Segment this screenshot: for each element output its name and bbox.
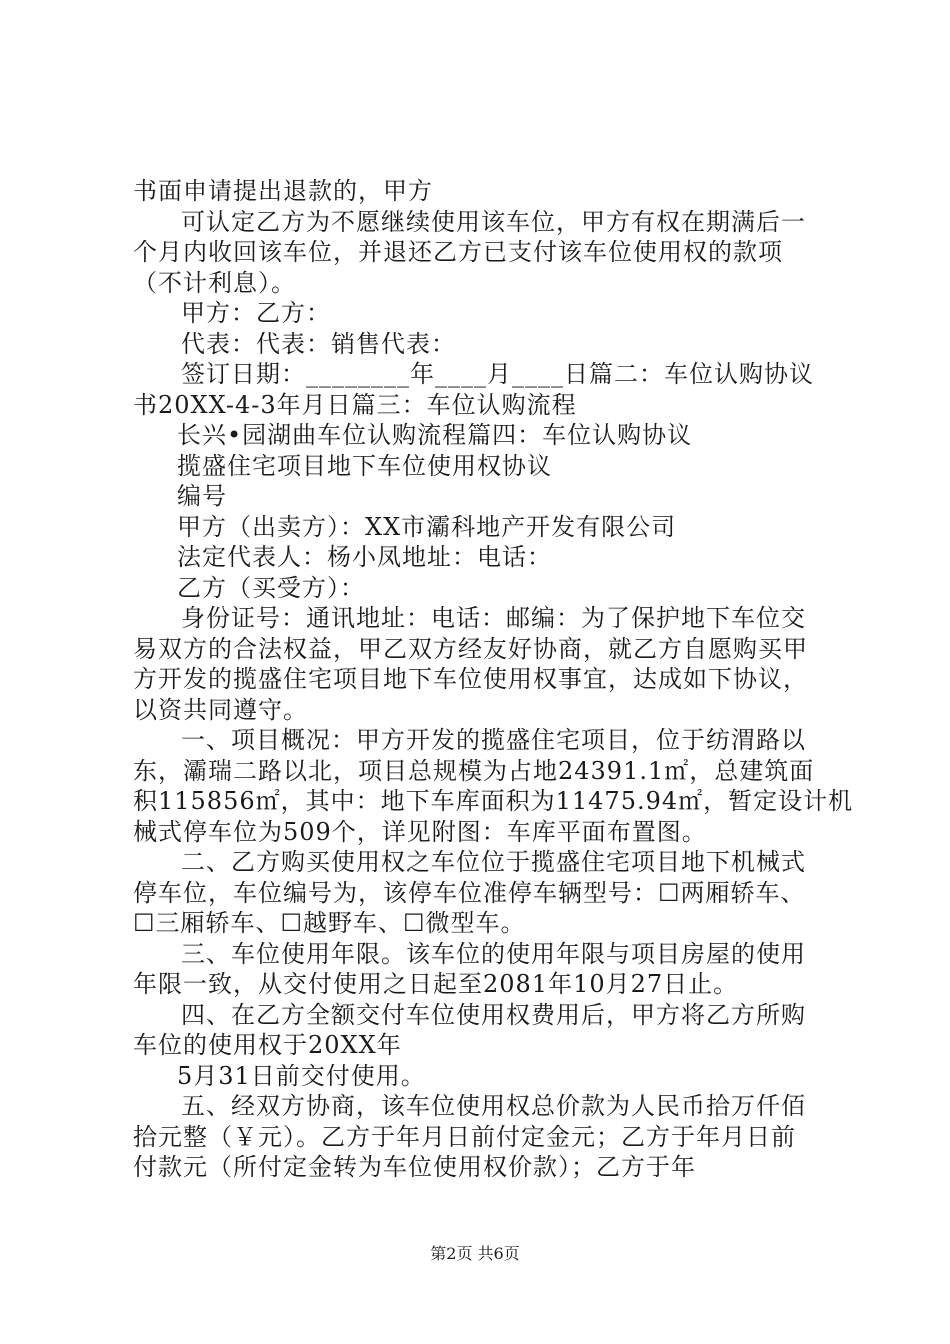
page-number-footer: 第2页 共6页: [430, 1244, 520, 1263]
text-line: 五、经双方协商，该车位使用权总价款为人民币拾万仟佰: [181, 1092, 806, 1120]
text-line: 四、在乙方全额交付车位使用权费用后，甲方将乙方所购: [181, 1000, 806, 1029]
text-line: 一、项目概况：甲方开发的揽盛住宅项目，位于纺渭路以: [181, 726, 806, 754]
text-line: 拾元整（￥元）。乙方于年月日前付定金元；乙方于年月日前: [133, 1122, 796, 1151]
document-body: [133, 176, 854, 1183]
text-line: 5月31日前交付使用。: [177, 1061, 426, 1090]
text-line: 乙方（买受方）：: [177, 573, 365, 602]
text-line: 械式停车位为509个，详见附图：车库平面布置图。: [133, 817, 707, 846]
text-line: 停车位，车位编号为，该停车位准停车辆型号：☐两厢轿车、: [133, 878, 806, 907]
text-line: 以资共同遵守。: [133, 695, 308, 724]
text-line: 易双方的合法权益，甲乙双方经友好协商，就乙方自愿购买甲: [133, 634, 808, 663]
text-line: 身份证号：通讯地址：电话：邮编：为了保护地下车位交: [181, 604, 806, 632]
text-line: （不计利息）。: [133, 268, 296, 297]
text-line: 甲方：乙方：: [181, 299, 331, 327]
text-line: 付款元（所付定金转为车位使用权价款）；乙方于年: [133, 1153, 696, 1181]
text-line: ☐三厢轿车、☐越野车、☐微型车。: [133, 909, 526, 937]
text-line: 年限一致，从交付使用之日起至2081年10月27日止。: [133, 970, 739, 998]
text-line: 东，灞瑞二路以北，项目总规模为占地24391.1㎡，总建筑面: [133, 756, 815, 785]
text-line: 积115856㎡，其中：地下车库面积为11475.94㎡，暂定设计机: [133, 787, 854, 815]
text-line: 车位的使用权于20XX年: [133, 1031, 402, 1059]
text-line: 二、乙方购买使用权之车位位于揽盛住宅项目地下机械式: [181, 848, 806, 876]
text-line: 长兴•园湖曲车位认购流程篇四：车位认购协议: [177, 421, 693, 449]
text-line: 个月内收回该车位，并退还乙方已支付该车位使用权的款项: [133, 238, 783, 266]
text-line: 签订日期：________年____月____日篇二：车位认购协议: [181, 360, 814, 388]
text-line: 编号: [177, 482, 227, 510]
text-line: 揽盛住宅项目地下车位使用权协议: [177, 451, 552, 480]
text-line: 甲方（出卖方）：XX市灞科地产开发有限公司: [177, 512, 677, 541]
text-line: 书20XX-4-3年月日篇三：车位认购流程: [133, 390, 577, 419]
text-line: 法定代表人：杨小凤地址：电话：: [177, 543, 552, 571]
text-line: 可认定乙方为不愿继续使用该车位，甲方有权在期满后一: [181, 207, 806, 236]
text-line: 代表：代表：销售代表：: [181, 329, 456, 358]
text-line: 三、车位使用年限。该车位的使用年限与项目房屋的使用: [181, 939, 806, 968]
text-line: 书面申请提出退款的，甲方: [133, 177, 433, 205]
text-line: 方开发的揽盛住宅项目地下车位使用权事宜，达成如下协议，: [133, 665, 808, 693]
